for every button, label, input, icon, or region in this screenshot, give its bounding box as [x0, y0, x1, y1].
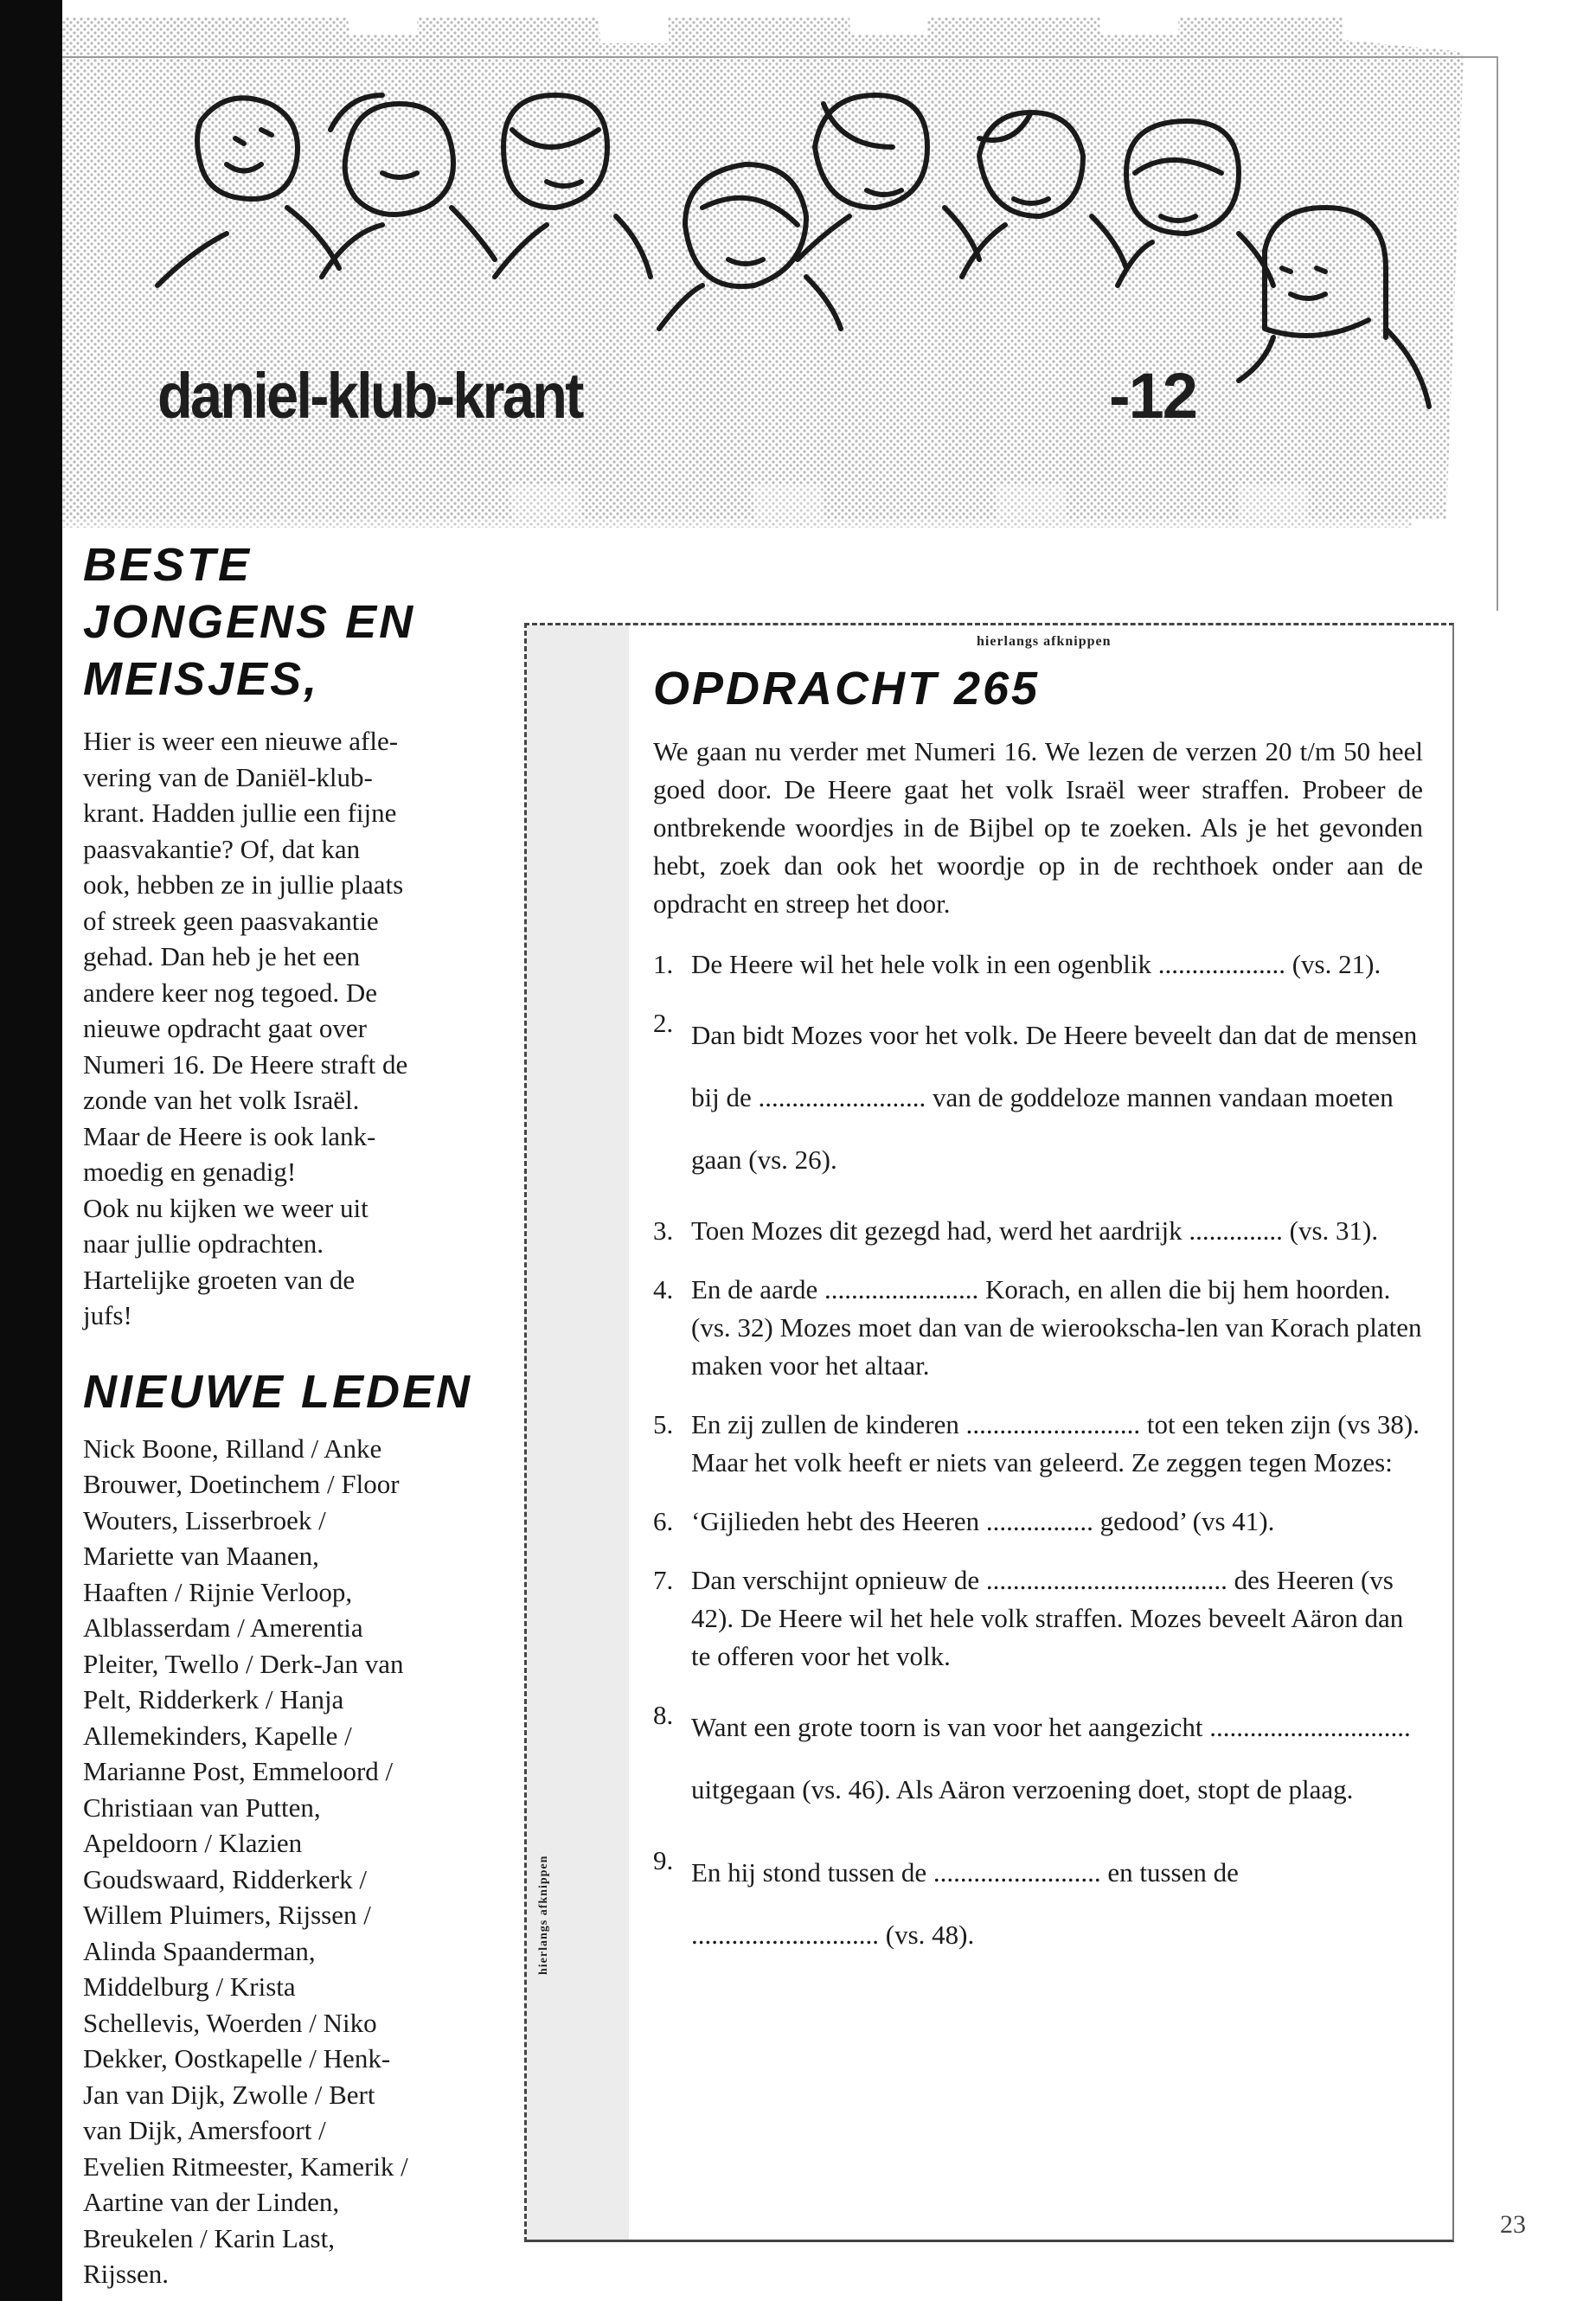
- assignment-body: [653, 660, 1423, 1987]
- question-item: [653, 945, 1423, 984]
- question-item: [653, 1406, 1423, 1482]
- question-item: [653, 1271, 1423, 1385]
- screen-pattern-band: [62, 17, 1464, 528]
- question-text: Dan bidt Mozes voor het volk. De Heere beveelt dan dat de mensen bij de ......................... van de goddeloze mannen vandaan moeten gaan (vs. 26).: [691, 1020, 1418, 1175]
- question-text: En de aarde ....................... Korach, en allen die bij hem hoorden. (vs. 32) Mozes moet dan van de wierookscha-len van Korach platen maken voor het altaar.: [691, 1274, 1422, 1381]
- question-number: 1.: [653, 949, 674, 979]
- page-number: 23: [1500, 2210, 1526, 2239]
- newspaper-title: daniel-klub-krant: [157, 360, 582, 432]
- issue-number: -12: [1109, 360, 1196, 432]
- question-text: Dan verschijnt opnieuw de .................................... des Heeren (vs 42). De Heere wil het hele volk straffen. Mozes beveelt Aäron dan te offeren voor het volk.: [691, 1565, 1404, 1671]
- greeting-heading: BESTE JONGENS EN MEISJES,: [83, 539, 416, 705]
- cut-label-side: hierlangs afknippen: [537, 1855, 550, 1975]
- question-number: 7.: [653, 1565, 674, 1595]
- question-item: [653, 1696, 1423, 1821]
- cut-strip: [527, 625, 629, 2240]
- assignment-intro: We gaan nu verder met Numeri 16. We lezen de verzen 20 t/m 50 heel goed door. De Heere gaat het volk Israël weer straffen. Probeer de ontbrekende woordjes in de Bijbel op te zoeken. Als je het gevonden hebt, zoek dan ook het woordje op in de rechthoek onder aan de opdracht en streep het door.: [653, 736, 1423, 919]
- question-text: En zij zullen de kinderen .......................... tot een teken zijn (vs 38). Maar het volk heeft er niets van geleerd. Ze zeggen tegen Mozes:: [691, 1409, 1420, 1477]
- assignment-coupon: [524, 623, 1454, 2242]
- question-number: 8.: [653, 1700, 674, 1730]
- question-text: ‘Gijlieden hebt des Heeren ................ gedood’ (vs 41).: [691, 1506, 1275, 1536]
- question-number: 2.: [653, 1008, 674, 1038]
- question-number: 9.: [653, 1845, 674, 1875]
- masthead-illustration: [62, 0, 1498, 554]
- frame-right-line: [1497, 57, 1498, 611]
- question-text: De Heere wil het hele volk in een ogenblik ................... (vs. 21).: [691, 949, 1381, 979]
- greeting-text: Hier is weer een nieuwe afle- vering van de Daniël-klub- krant. Hadden jullie een fijne paasvakantie? Of, dat kan ook, hebben ze in jullie plaats of streek geen paasvakantie gehad. Dan heb je het een andere keer nog tegoed. De nieuwe opdracht gaat over Numeri 16. De Heere straft de zonde van het volk Israël. Maar de Heere is ook lank- moedig en genadig! Ook nu kijken we weer uit naar jullie opdrachten. Hartelijke groeten van de jufs!: [83, 726, 408, 1330]
- question-text: En hij stond tussen de ......................... en tussen de ............................ (vs. 48).: [691, 1857, 1239, 1950]
- left-column: [83, 536, 507, 2292]
- question-text: Want een grote toorn is van voor het aangezicht .............................. uitgegaan (vs. 46). Als Aäron verzoening doet, stopt de plaag.: [691, 1712, 1411, 1804]
- question-item: [653, 1503, 1423, 1541]
- question-number: 4.: [653, 1274, 674, 1304]
- question-item: [653, 1842, 1423, 1966]
- question-number: 6.: [653, 1506, 674, 1536]
- question-item: [653, 1561, 1423, 1676]
- cut-label-top: hierlangs afknippen: [977, 634, 1112, 649]
- masthead: [62, 0, 1498, 554]
- question-number: 5.: [653, 1409, 674, 1439]
- question-text: Toen Mozes dit gezegd had, werd het aardrijk .............. (vs. 31).: [691, 1215, 1379, 1246]
- new-members-list: Nick Boone, Rilland / Anke Brouwer, Doetinchem / Floor Wouters, Lisserbroek / Mariette van Maanen, Haaften / Rijnie Verloop, Alblasserdam / Amerentia Pleiter, Twello / Derk-Jan van Pelt, Ridderkerk / Hanja Allemekinders, Kapelle / Marianne Post, Emmeloord / Christiaan van Putten, Apeldoorn / Klazien Goudswaard, Ridderkerk / Willem Pluimers, Rijssen / Alinda Spaanderman, Middelburg / Krista Schellevis, Woerden / Niko Dekker, Oostkapelle / Henk- Jan van Dijk, Zwolle / Bert van Dijk, Amersfoort / Evelien Ritmeester, Kamerik / Aartine van der Linden, Breukelen / Karin Last, Rijssen.: [83, 1433, 408, 2289]
- new-members-heading: NIEUWE LEDEN: [83, 1365, 473, 1418]
- question-number: 3.: [653, 1215, 674, 1246]
- question-list: [653, 945, 1423, 1966]
- question-item: [653, 1212, 1423, 1250]
- question-item: [653, 1004, 1423, 1191]
- assignment-heading: OPDRACHT 265: [653, 663, 1041, 715]
- scan-edge-shadow: [0, 0, 62, 2301]
